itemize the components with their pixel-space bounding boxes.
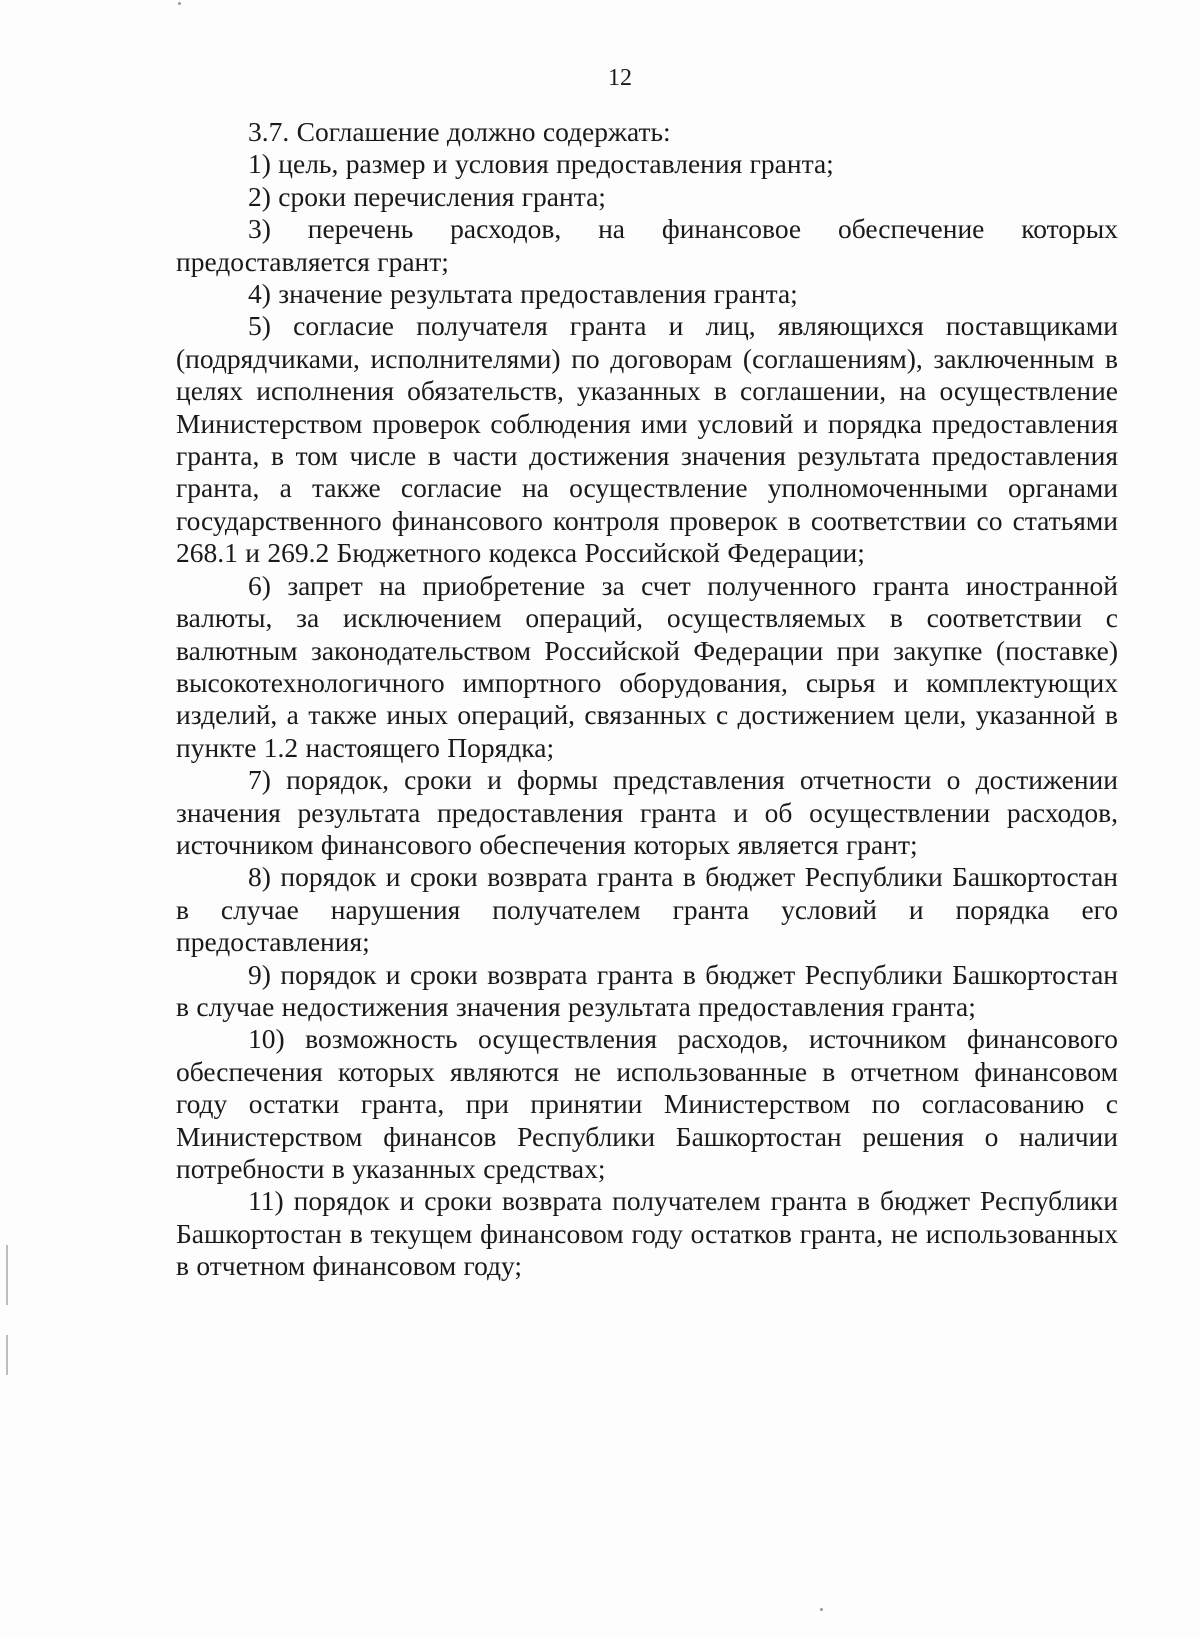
paragraph-heading: 3.7. Соглашение должно содержать: [248, 116, 671, 147]
scan-edge-mark [6, 1245, 8, 1305]
paragraph-item-2: 2) сроки перечисления гранта; [248, 180, 606, 212]
paragraph-item-1: 1) цель, размер и условия предоставления гранта; [248, 148, 834, 180]
paragraph-item-8: 8) порядок и сроки возврата гранта в бюджет Республики Башкортостан в случае нарушения получателем гранта условий и порядка его предоставления; [176, 861, 1118, 958]
document-body [176, 116, 1118, 1283]
scan-speck [820, 1608, 823, 1611]
paragraph-item-9: 9) порядок и сроки возврата гранта в бюджет Республики Башкортостан в случае недостижения значения результата предоставления гранта; [176, 958, 1118, 1022]
page-number: 12 [608, 65, 632, 91]
scan-speck [178, 2, 181, 5]
paragraph-item-6: 6) запрет на приобретение за счет полученного гранта иностранной валюты, за исключением операций, осуществляемых в соответствии с валютным законодательством Российской Федерации при закупке (поставке) высокотехнологичного импортного оборудования, сырья и комплектующих изделий, а также иных операций, связанных с достижением цели, указанной в пункте 1.2 настоящего Порядка; [176, 569, 1118, 763]
paragraph-item-5: 5) согласие получателя гранта и лиц, являющихся поставщиками (подрядчиками, исполнителями) по договорам (соглашениям), заключенным в целях исполнения обязательств, указанных в соглашении, на осуществление Министерством проверок соблюдения ими условий и порядка предоставления гранта, в том числе в части достижения значения результата предоставления гранта, а также согласие на осуществление уполномоченными органами государственного финансового контроля проверок в соответствии со статьями 268.1 и 269.2 Бюджетного кодекса Российской Федерации; [176, 310, 1118, 569]
paragraph-item-4: 4) значение результата предоставления гранта; [248, 278, 798, 310]
paragraph-item-3: 3) перечень расходов, на финансовое обеспечение которых предоставляется грант; [176, 213, 1118, 277]
paragraph-item-11: 11) порядок и сроки возврата получателем гранта в бюджет Республики Башкортостан в текущем финансовом году остатков гранта, не использованных в отчетном финансовом году; [176, 1185, 1118, 1282]
paragraph-item-10: 10) возможность осуществления расходов, источником финансового обеспечения которых являются не использованные в отчетном финансовом году остатки гранта, при принятии Министерством по согласованию с Министерством финансов Республики Башкортостан решения о наличии потребности в указанных средствах; [176, 1023, 1118, 1184]
paragraph-item-7: 7) порядок, сроки и формы представления отчетности о достижении значения результата предоставления гранта и об осуществлении расходов, источником финансового обеспечения которых является грант; [176, 764, 1118, 860]
scan-edge-mark [6, 1335, 8, 1375]
